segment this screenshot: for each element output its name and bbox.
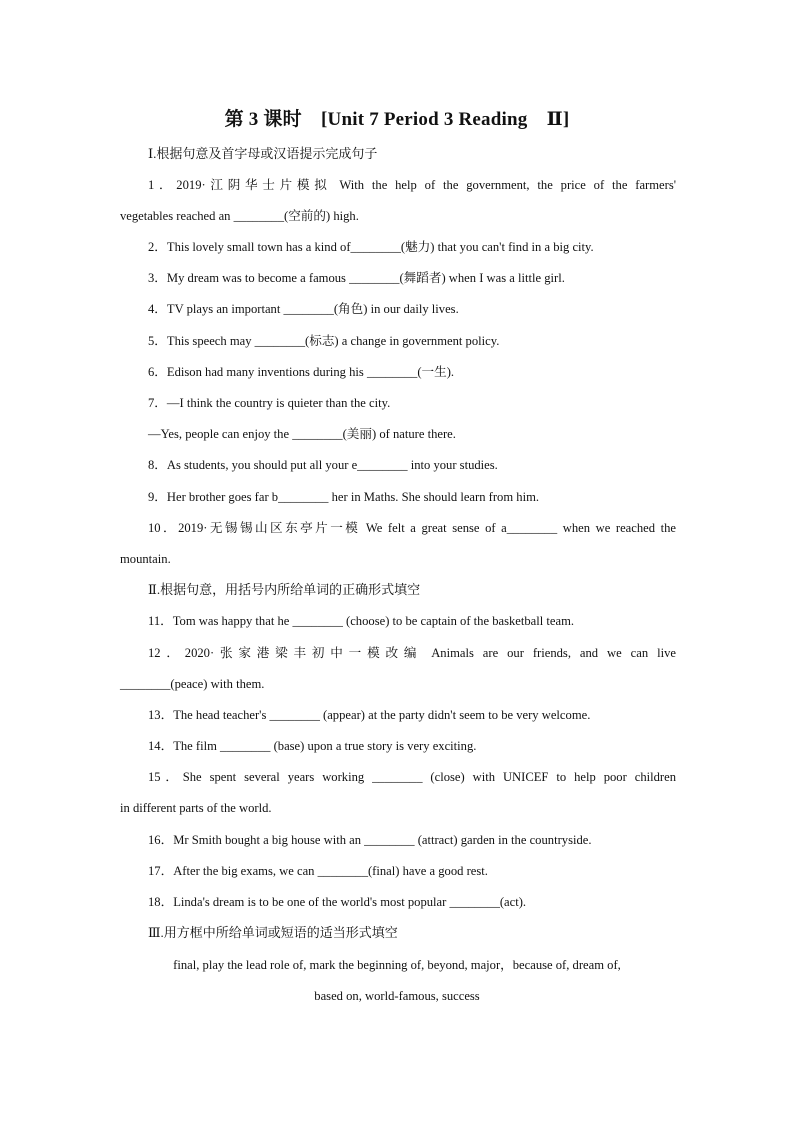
question-7-line-1: 7．—I think the country is quieter than the city. xyxy=(148,396,391,410)
question-1-line-2: vegetables reached an ________(空前的) high. xyxy=(120,209,359,223)
question-3: 3．My dream was to become a famous ________(舞蹈者) when I was a little girl. xyxy=(148,271,565,285)
question-15-line-2: in different parts of the world. xyxy=(120,801,272,815)
question-1-line-1: 1．2019·江阴华士片模拟 With the help of the government, the price of the farmers' xyxy=(148,178,676,192)
question-6: 6．Edison had many inventions during his ________(一生). xyxy=(148,365,455,379)
question-12-line-1: 12．2020·张家港梁丰初中一模改编 Animals are our friends, and we can live xyxy=(148,646,676,660)
question-9: 9．Her brother goes far b________ her in Maths. She should learn from him. xyxy=(148,490,540,504)
question-2: 2．This lovely small town has a kind of________(魅力) that you can't find in a big city. xyxy=(148,240,594,254)
page-title: 第 3 课时 [Unit 7 Period 3 Reading Ⅱ] xyxy=(224,109,570,130)
question-16: 16．Mr Smith bought a big house with an ________ (attract) garden in the countryside. xyxy=(148,833,592,847)
section-3-heading: Ⅲ.用方框中所给单词或短语的适当形式填空 xyxy=(148,925,398,940)
section-2-heading: Ⅱ.根据句意，用括号内所给单词的正确形式填空 xyxy=(148,582,421,597)
question-13: 13．The head teacher's ________ (appear) at the party didn't seem to be very welcome. xyxy=(148,708,591,722)
word-box-line-2: based on, world-famous, success xyxy=(314,989,480,1003)
question-17: 17．After the big exams, we can ________(final) have a good rest. xyxy=(148,864,488,878)
question-15-line-1: 15．She spent several years working ________ (close) with UNICEF to help poor children xyxy=(148,770,676,784)
question-12-line-2: ________(peace) with them. xyxy=(120,677,265,691)
question-18: 18．Linda's dream is to be one of the world's most popular ________(act). xyxy=(148,895,527,909)
word-box-line-1: final, play the lead role of, mark the beginning of, beyond, major，because of, dream of, xyxy=(173,958,621,972)
question-14: 14．The film ________ (base) upon a true story is very exciting. xyxy=(148,739,477,753)
question-7-line-2: —Yes, people can enjoy the ________(美丽) of nature there. xyxy=(148,427,456,441)
question-4: 4．TV plays an important ________(角色) in our daily lives. xyxy=(148,302,459,316)
question-5: 5．This speech may ________(标志) a change in government policy. xyxy=(148,334,500,348)
question-10-line-1: 10．2019·无锡锡山区东亭片一模 We felt a great sense of a________ when we reached the xyxy=(148,521,676,535)
question-8: 8．As students, you should put all your e________ into your studies. xyxy=(148,458,498,472)
question-10-line-2: mountain. xyxy=(120,552,171,566)
question-11: 11．Tom was happy that he ________ (choose) to be captain of the basketball team. xyxy=(148,614,575,628)
section-1-heading: Ⅰ.根据句意及首字母或汉语提示完成句子 xyxy=(148,146,378,161)
